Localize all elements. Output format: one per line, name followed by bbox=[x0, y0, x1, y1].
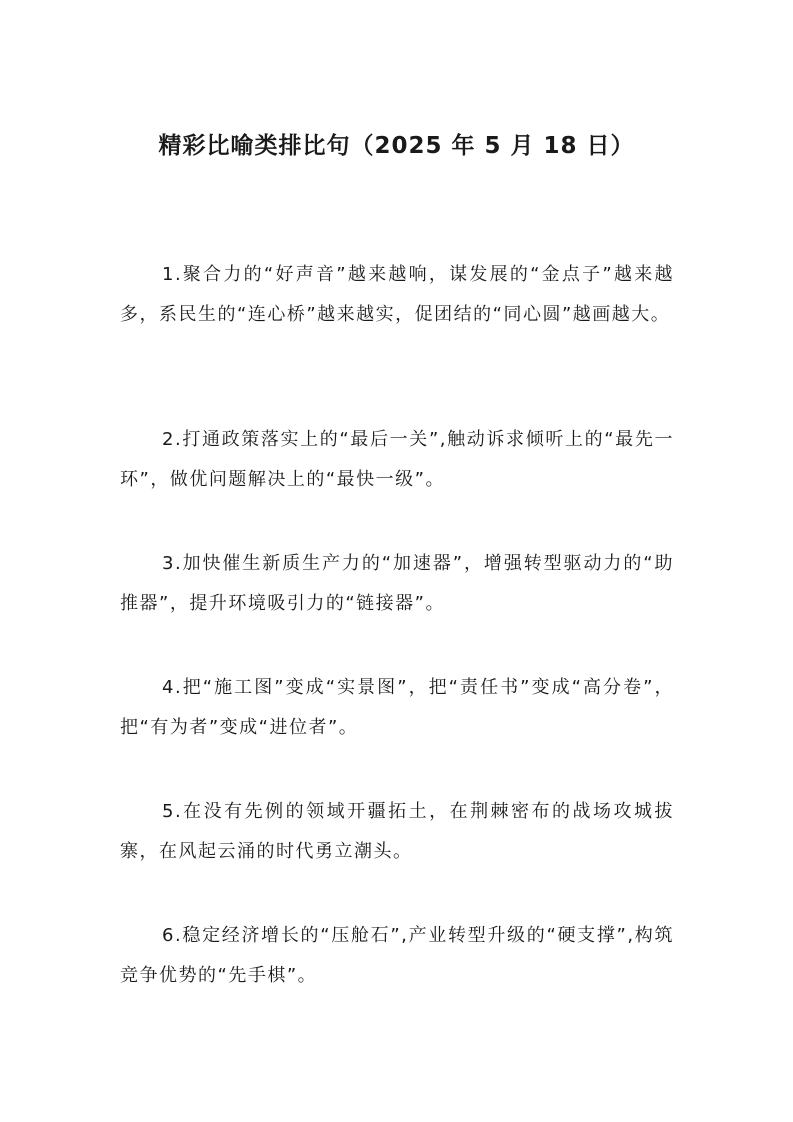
document-title: 精彩比喻类排比句（2025 年 5 月 18 日） bbox=[158, 133, 635, 159]
paragraph-1: 1.聚合力的“好声音”越来越响，谋发展的“金点子”越来越多，系民生的“连心桥”越来越实，促团结的“同心圆”越画越大。 bbox=[120, 264, 674, 325]
paragraph-3: 3.加快催生新质生产力的“加速器”，增强转型驱动力的“助推器”，提升环境吸引力的“链接器”。 bbox=[120, 553, 674, 614]
paragraph-5: 5.在没有先例的领域开疆拓土，在荆棘密布的战场攻城拔寨，在风起云涌的时代勇立潮头。 bbox=[120, 801, 674, 862]
paragraph-4: 4.把“施工图”变成“实景图”，把“责任书”变成“高分卷”，把“有为者”变成“进位者”。 bbox=[120, 677, 674, 738]
paragraph-2: 2.打通政策落实上的“最后一关”,触动诉求倾听上的“最先一环”，做优问题解决上的“最快一级”。 bbox=[120, 429, 674, 490]
paragraph-6: 6.稳定经济增长的“压舱石”,产业转型升级的“硬支撑”,构筑竞争优势的“先手棋”。 bbox=[120, 925, 674, 986]
